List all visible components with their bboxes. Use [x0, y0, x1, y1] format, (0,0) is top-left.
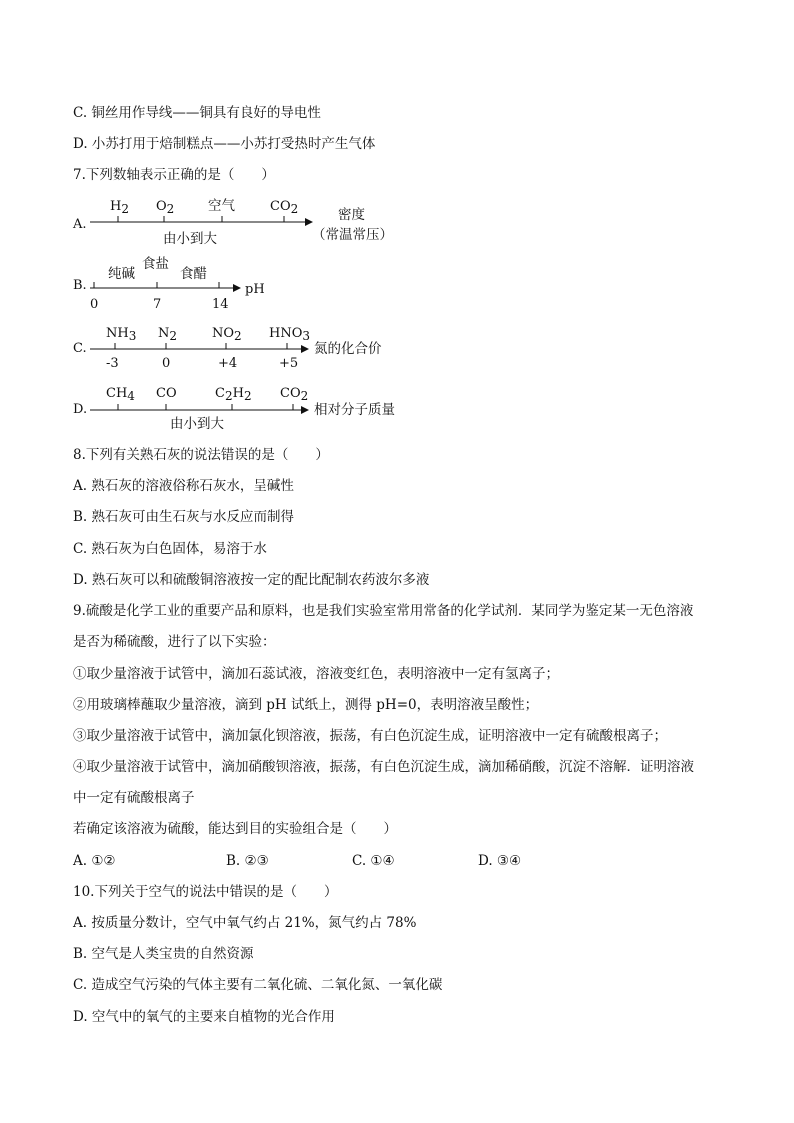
q7-option-b — [73, 255, 265, 312]
q10-stem: 10.下列关于空气的说法中错误的是（ ） — [73, 884, 338, 900]
option-letter: C. — [73, 341, 87, 356]
axis-property: pH — [245, 282, 265, 297]
axis-item: 空气 — [208, 198, 235, 214]
q8-option-b: B. 熟石灰可由生石灰与水反应而制得 — [73, 509, 295, 525]
axis-property: 密度 — [338, 207, 365, 223]
axis-tick-label: 7 — [153, 297, 162, 312]
axis-note: （常温常压） — [312, 227, 393, 243]
option-letter: B. — [73, 278, 87, 293]
q10-option-a: A. 按质量分数计，空气中氧气约占 21%，氮气约占 78% — [73, 915, 417, 931]
axis-item: CO2 — [270, 199, 299, 216]
axis-property: 相对分子质量 — [314, 402, 395, 418]
q10-option-b: B. 空气是人类宝贵的自然资源 — [73, 946, 254, 962]
axis-item: C2H2 — [215, 386, 252, 403]
q8-option-c: C. 熟石灰为白色固体，易溶于水 — [73, 541, 267, 557]
q8-stem: 8.下列有关熟石灰的说法错误的是（ ） — [73, 447, 329, 463]
q9-step-1: ①取少量溶液于试管中，滴加石蕊试液，溶液变红色，表明溶液中一定有氢离子； — [73, 666, 559, 682]
axis-value: 0 — [162, 356, 171, 371]
q7-option-d — [73, 386, 395, 432]
axis-item: CO — [156, 386, 177, 401]
q6-option-d: D. 小苏打用于焙制糕点——小苏打受热时产生气体 — [73, 136, 376, 152]
q9-stem-line2: 是否为稀硫酸，进行了以下实验： — [73, 634, 276, 650]
axis-item: NO2 — [212, 326, 242, 343]
q9-stem-line1: 9.硫酸是化学工业的重要产品和原料，也是我们实验室常用常备的化学试剂．某同学为鉴定某一无色溶液 — [73, 603, 694, 619]
axis-item: 食盐 — [142, 256, 169, 272]
q7-stem: 7.下列数轴表示正确的是（ ） — [73, 167, 275, 183]
option-letter: D. — [73, 402, 88, 417]
axis-item: NH3 — [106, 326, 137, 343]
q8-option-d: D. 熟石灰可以和硫酸铜溶液按一定的配比配制农药波尔多液 — [73, 572, 430, 588]
axis-value: -3 — [106, 356, 119, 371]
axis-item: HNO3 — [269, 326, 311, 343]
axis-value: +4 — [218, 356, 238, 371]
axis-item: O2 — [156, 199, 175, 216]
axis-item: 纯碱 — [108, 266, 135, 282]
q9-option-a: A. ①② — [73, 853, 116, 869]
q9-step-2: ②用玻璃棒蘸取少量溶液，滴到 pH 试纸上，测得 pH=0，表明溶液呈酸性； — [73, 697, 539, 713]
q9-step-4: ④取少量溶液于试管中，滴加硝酸钡溶液，振荡，有白色沉淀生成，滴加稀硝酸，沉淀不溶解．证明溶液 — [73, 759, 694, 775]
q9-option-c: C. ①④ — [352, 853, 395, 869]
q9-step-3: ③取少量溶液于试管中，滴加氯化钡溶液，振荡，有白色沉淀生成，证明溶液中一定有硫酸根离子； — [73, 728, 667, 744]
axis-item: N2 — [158, 326, 178, 343]
q9-step-4-cont: 中一定有硫酸根离子 — [73, 790, 195, 806]
axis-item: CO2 — [280, 386, 309, 403]
q6-option-c: C. 铜丝用作导线——铜具有良好的导电性 — [73, 105, 321, 121]
q10-option-c: C. 造成空气污染的气体主要有二氧化硫、二氧化氮、一氧化碳 — [73, 977, 443, 993]
q7-number-lines — [0, 0, 794, 440]
q9-option-b: B. ②③ — [226, 853, 269, 869]
axis-property: 氮的化合价 — [314, 341, 382, 357]
q9-option-d: D. ③④ — [478, 853, 522, 869]
q7-option-a — [72, 198, 393, 247]
axis-caption: 由小到大 — [163, 231, 217, 247]
q8-option-a: A. 熟石灰的溶液俗称石灰水，呈碱性 — [73, 478, 294, 494]
axis-item: H2 — [110, 199, 129, 216]
q10-option-d: D. 空气中的氧气的主要来自植物的光合作用 — [73, 1009, 335, 1025]
axis-tick-label: 14 — [212, 297, 229, 312]
axis-item: CH4 — [106, 386, 135, 403]
axis-item: 食醋 — [180, 266, 207, 282]
q7-option-c — [73, 326, 382, 371]
q9-question: 若确定该溶液为硫酸，能达到目的实验组合是（ ） — [73, 821, 397, 837]
option-letter: A. — [73, 217, 87, 232]
axis-value: +5 — [279, 356, 299, 371]
axis-caption: 由小到大 — [170, 416, 224, 432]
axis-tick-label: 0 — [90, 297, 99, 312]
